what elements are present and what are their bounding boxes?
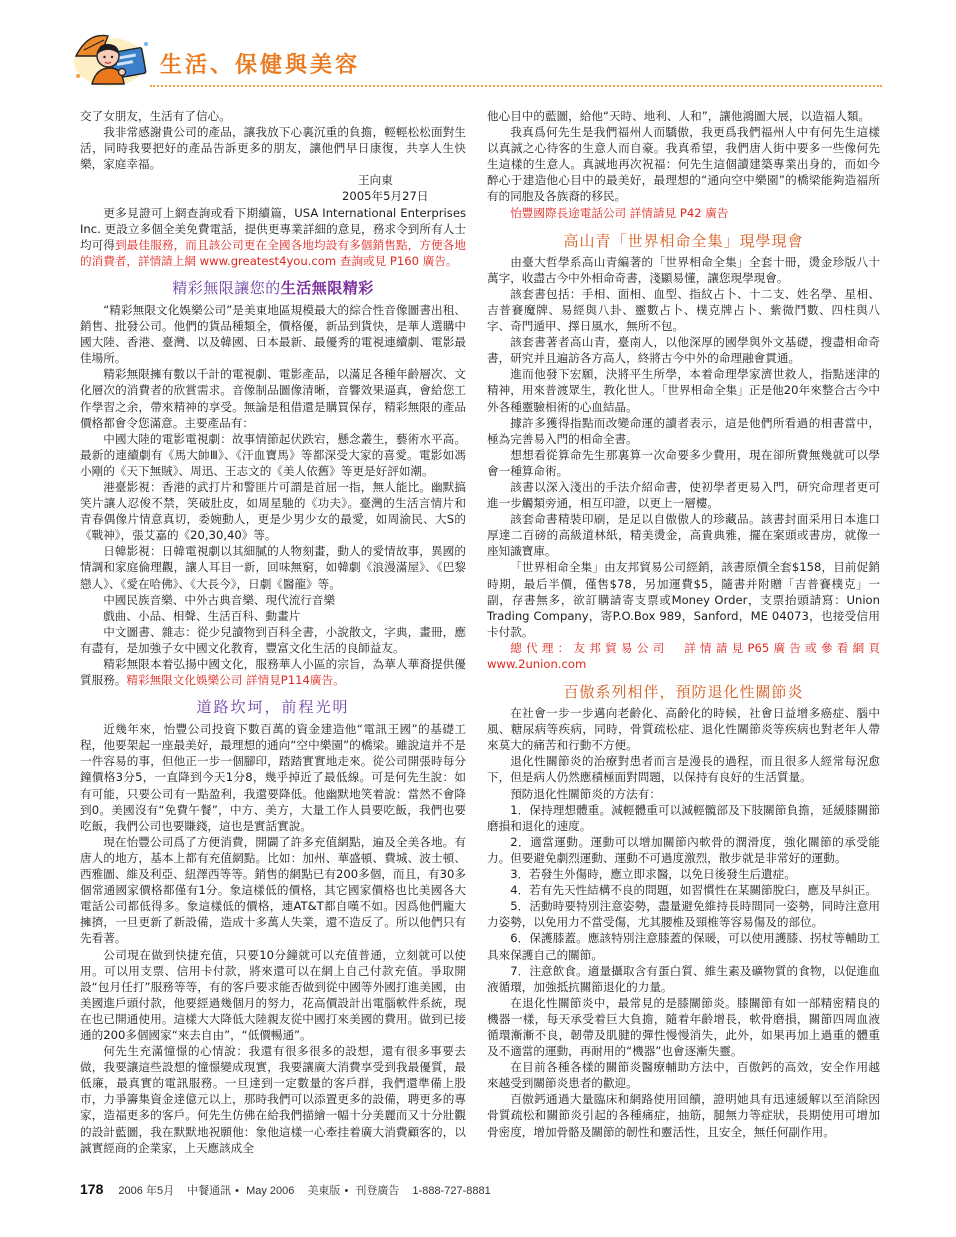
- article-4-paragraph-3: 預防退化性關節炎的方法有：: [510, 786, 661, 801]
- article-2-paragraph-2: 現在怡豐公司爲了方便消費，開闢了許多充值網點，遍及全美各地。有唐人的地方，基本上都有充值網點。比如：加州、華盛頓、費城、波士頓、西雅圖、維及利亞、紐澤西等等。銷售的網點已有200多個，而且，有30多個常通國家價格都僅有1分。象這樣低的價格，其它國家價格也比美國各大電話公司都低得多。象這樣低的價格，連AT&T都自嘆不如。因爲他們龐大擁擠，一旦更新了新設備，造成十多萬人失業，還不造反了。所以他們只有先看著。: [80, 834, 466, 946]
- article-3-ad: 總代理：友邦貿易公司 詳情請見P65廣告或參看網頁 www.2union.com: [487, 640, 884, 671]
- footer-date-en: May 2006: [246, 1185, 295, 1197]
- article-1-paragraph-2: 精彩無限擁有數以千計的電視劇、電影產品，以滿足各種年齡層次、文化層次的消費者的欣賞需求。音像制品圖像清晰，音響效果逼真，會給您工作學習之余，帶來精神的享受。無論是租借還是購買保存，精彩無限的產品價格都會令您滿意。主要產品有：: [80, 367, 466, 430]
- footer-bullet: [340, 1185, 352, 1197]
- article-2-paragraph-1: 近幾年來，怡豐公司投資下數百萬的資金建造他“電訊王國”的基礎工程，他要架起一座最美好，最理想的通向“空中樂園”的橋梁。雖說這并不是一件容易的事，但他正一步一個腳印，踏踏實實地走來。從公司開張時每分鐘價格3分5，一直降到今天1分8，幾乎掉近了最低線。可是何先生說：如有可能，只要公司有一點盈利，我還要降低。他幽默地笑着說：當然不會降到0。美國沒有“免費午餐”，中方、美方，大量工作人員要吃飯，我們也要吃飯，我們公司也要賺錢，這也是實話實說。: [80, 722, 466, 833]
- article-1-paragraph-5: 日韓影視：日韓電視劇以其細膩的人物刻畫，動人的愛情故事，異國的情調和家庭倫理觀，讓人耳目一新，回味無窮，如韓劇《浪漫滿屋》、《巴黎戀人》、《愛在哈佛》、《大長今》，日劇《醫龍》等。: [80, 544, 466, 591]
- right-column: [487, 108, 884, 1140]
- article-3-paragraph-1: 由臺大哲學系高山青編著的「世界相命全集」全套十冊，燙金珍版八十萬字，收盡古今中外相命奇書，淺顯易懂，讓您現學現會。: [487, 254, 880, 285]
- article-4-paragraph-1: 在社會一步一步邁向老齡化、高齡化的時候，社會日益增多癌症、腦中風、糖尿病等疾病，同時，骨質疏松症、退化性關節炎等疾病也對老年人帶來莫大的痛苦和行動不方便。: [487, 706, 880, 753]
- more-info-text: 更多見證可上網查詢或看下期續篇，USA International Enterprises Inc. 更設立多個全美免費電話，提供更專業詳細的意見，務求令到所有人士均可得: [80, 205, 466, 252]
- continued-ad: 怡豐國際長途電話公司 詳情請見 P42 廣告: [510, 205, 729, 220]
- page-number: 178: [80, 1181, 104, 1197]
- article-3-paragraph-7: 該書以深入淺出的手法介紹命書，使初學者更易入門，研究命理者更可進一步觸類旁通，相互印證，以更上一層樓。: [487, 479, 880, 511]
- article-4-paragraph-9: 6．保護膝蓋。應該特別注意膝蓋的保暖，可以使用護膝、拐杖等輔助工具來保護自己的關節。: [487, 931, 880, 962]
- article-1-paragraph-6: 中國民族音樂、中外古典音樂、現代流行音樂: [103, 592, 336, 607]
- footer-magazine: 中餐通訊: [187, 1185, 232, 1197]
- article-3-paragraph-5: 據許多獲得指點而改變命運的讀者表示，這是他們所看過的相書當中，極為完善易入門的相命全書。: [487, 415, 880, 446]
- footer-date-cn: 2006 年5月: [118, 1185, 175, 1197]
- article-1-paragraph-8: 中文圖書、雜志：從少兒讀物到百科全書，小說散文，字典，畫冊，應有盡有，是加強子女中國文化教育，豐富文化生活的良師益友。: [80, 624, 466, 655]
- article-2-paragraph-4: 何先生充滿憧憬的心情說：我還有很多很多的設想，還有很多事要去做，我要讓這些設想的憧憬變成現實，我要讓廣大消費享受到我最優質，最低廉，最真實的電訊服務。一旦達到一定數量的客戶群，我們還準備上股市，力爭籌集資金達億元以上，那時我們可以添置更多的設備，聘更多的專家，造福更多的客戶。何先生仿佛在給我們描繪一幅十分美麗而又十分壯觀的設計藍圖，我在默默地祝願他：象他這樣一心牽挂着廣大消費顧客的，以誠實經商的企業家，上天應該成全: [80, 1044, 466, 1155]
- header-dotted-rule: [150, 85, 882, 87]
- left-column: [80, 108, 466, 1156]
- article-4-paragraph-6: 3．若發生外傷時，應立即求醫，以免日後發生后遺症。: [510, 867, 796, 882]
- article-4-body: [487, 705, 880, 1140]
- continued-paragraph: 我真爲何先生是我們福州人而驕傲，我更爲我們福州人中有何先生這樣以真誠之心待客的生意人而自豪。我真希望，我們唐人街中要多一些像何先生這樣的生意人。真誠地再次祝福：何先生這個讀建築專業出身的，而如今醉心于建造他心目中的最美好，最理想的“通向空中樂園”的橋梁能夠造福所有的同胞及各族裔的移民。: [487, 125, 880, 204]
- more-info-paragraph: [80, 205, 466, 269]
- footer-edition: 美東版: [307, 1185, 341, 1197]
- article-4-paragraph-2: 退化性關節炎的治療對患者而言是漫長的過程，而且很多人經常每況愈下，但是病人仍然應積極面對問題，以保持有良好的生活質量。: [487, 754, 880, 785]
- article-4-paragraph-8: 5．活動時要特別注意姿勢，盡量避免維持長時間同一姿勢，同時注意用力姿勢，以免用力不當受傷，尤其腰椎及頸椎等容易傷及的部位。: [487, 899, 880, 930]
- article-1-closing-text: 精彩無限本着弘揚中國文化，服務華人小區的宗旨，為華人華裔提供優質服務。: [80, 657, 466, 688]
- continued-line: 交了女朋友，生活有了信心。: [80, 109, 231, 123]
- cartoon-person-icon: [66, 26, 154, 90]
- article-1-heading-bold: 生活無限精彩: [280, 278, 374, 297]
- article-3-paragraph-9: 「世界相命全集」由友邦貿易公司經銷，該書原價全套$158，目前促銷時期，最后半價，僅售$78，另加運費$5，隨書并附贈「吉普賽樸克」一副，存書無多，欲訂購請寄支票或Money Order，支票抬頭請寫：Union Trading Company，寄P.O.Box 989，Sanford，ME 04073，也接受信用卡付款。: [487, 560, 880, 639]
- continued-line: 他心目中的藍圖，給他“天時、地利、人和”，讓他鴻圖大展，以造福人類。: [487, 109, 871, 123]
- article-4-heading: 百傲系列相伴，預防退化性關節炎: [563, 683, 804, 702]
- testimonial-paragraph: 我非常感謝貴公司的產品，讓我放下心裏沉重的負擔，輕輕松松面對生活，同時我要把好的產品告訴更多的朋友，讓他們早日康復，共享人生快樂，家庭幸福。: [80, 125, 466, 172]
- article-4-paragraph-7: 4．若有先天性結構不良的問題，如習慣性在某關節脫臼，應及早糾正。: [510, 883, 877, 898]
- article-3-paragraph-2: 該套書包括：手相、面相、血型、指紋占卜、十二支、姓名學、星相、吉普賽魔牌、易經與八卦、靈數占卜、樸克牌占卜、紫微鬥數、四柱與八字、奇門遁甲、擇日風水，無所不包。: [487, 286, 880, 334]
- article-2-paragraph-3: 公司現在做到快捷充值，只要10分鐘就可以充值普通，立刻就可以使用。可以用支票、信用卡付款，將來還可以在網上自己付款充值。爭取開設“包月任打”服務等等，有的客戶要求能否做到從中國等外國打進美國，由美國進戶頭付款，他要經過幾個月的努力，花高價設計出電腦軟件系統，現在也已開通使用。這樣大大降低大陸親友從中國打來美國的費用。做到已接通的200多個國家“來去自由”，“低價暢通”。: [80, 947, 466, 1042]
- article-4-paragraph-11: 在退化性關節炎中，最常見的是膝關節炎。膝關節有如一部精密精良的機器一樣，每天承受着巨大負擔，隨着年齡增長，軟骨磨損，關節四周血液循環漸漸不良，韌帶及肌腱的彈性慢慢消失，此外，如果再加上過重的體重及不適當的運動，再耐用的“機器”也會逐漸失靈。: [487, 995, 880, 1059]
- footer-bullet: [231, 1185, 243, 1197]
- testimonial-date: 2005年5月27日: [342, 189, 429, 204]
- article-4-paragraph-12: 在目前各種各樣的關節炎醫療輔助方法中，百傲鈣的高效，安全作用越來越受到關節炎患者的歡迎。: [487, 1060, 880, 1091]
- article-4-paragraph-5: 2．適當運動。運動可以增加關節內軟骨的潤滑度，強化關節的承受能力。但要避免劇烈運動、運動不可過度激烈，散步就是非常好的運動。: [487, 834, 880, 865]
- article-2-body: [80, 721, 466, 1156]
- article-1-closing: [80, 656, 466, 688]
- article-4-paragraph-4: 1．保持理想體重。減輕體重可以減輕髖部及下肢關節負擔，延緩膝關節磨損和退化的速度。: [487, 802, 880, 833]
- footer-phone: 1-888-727-8881: [412, 1185, 491, 1197]
- article-1-body: [80, 302, 466, 656]
- article-3-paragraph-3: 該套書著者高山青，臺南人，以他深厚的國學與外文基礎，搜盡相命奇書，研究并且遍訪各方高人，終將古今中外的命理融會貫通。: [487, 335, 880, 366]
- article-4-paragraph-10: 7．注意飲食。適量攝取含有蛋白質、維生素及礦物質的食物，以促進血液循環，加強抵抗關節退化的力量。: [487, 963, 880, 994]
- testimonial-signature: 王向東: [358, 173, 393, 188]
- article-2-heading: 道路坎坷，前程光明: [196, 698, 350, 717]
- article-1-paragraph-3: 中國大陸的電影電視劇：故事情節起伏跌宕，懸念叢生，藝術水平高。最新的連續劇有《馬大帥Ⅲ》、《汗血寶馬》等都深受大家的喜愛。電影如馮小剛的《天下無賊》、周迅、王志文的《美人依舊》等更是好評如潮。: [80, 431, 466, 478]
- article-1-paragraph-1: “精彩無限文化娛樂公司”是美東地區規模最大的綜合性音像圖書出租、銷售、批發公司。他們的貨品種類全，價格優，新品到貨快，是華人選購中國大陸、香港、臺灣、以及韓國、日本最新、最優秀的電視連續劇、電影最佳場所。: [80, 302, 466, 366]
- article-1-heading: [80, 278, 466, 298]
- article-1-heading-plain: 精彩無限讓您的: [172, 278, 281, 297]
- article-3-paragraph-4: 進而他發下宏願，決將平生所學，本着命理學家濟世救人，指點迷津的精神，用來普渡眾生，教化世人。「世界相命全集」正是他20年來整合古今中外各種靈驗相術的心血結晶。: [487, 367, 880, 414]
- article-4-paragraph-13: 百傲鈣通過大量臨床和網路使用回饋，證明她具有迅速緩解以至消除因骨質疏松和關節炎引起的各種痛症，抽筋，腿無力等症狀，長期使用可增加骨密度，增加骨骼及關節的韌性和靈活性，且安全，無任何副作用。: [487, 1092, 880, 1139]
- article-3-paragraph-6: 想想看從算命先生那裏算一次命要多少費用，現在卻所費無幾就可以學會一種算命術。: [487, 447, 880, 478]
- section-title: 生活、保健與美容: [160, 53, 361, 78]
- more-info-ad: 到最佳服務，而且該公司更在全國各地均設有多個銷售點，方便各地的消費者，詳情請上網 www.greatest4you.com 查詢或見 P160 廣告。: [80, 237, 466, 268]
- article-3-body: [487, 254, 880, 640]
- footer-ad-label: 刊登廣告: [355, 1185, 400, 1197]
- article-3-heading: 高山青「世界相命全集」現學現會: [563, 231, 804, 250]
- article-1-paragraph-4: 港臺影視：香港的武打片和警匪片可謂是首屈一指，無人能比。幽默搞笑片讓人忍俊不禁，笑破肚皮，如周星馳的《功夫》。臺灣的生活言情片和青春偶像片情意真切，委婉動人，更是少男少女的最愛，如周渝民、大S的《戰神》，張艾嘉的《20,30,40》等。: [80, 479, 466, 543]
- article-1-closing-ad: 精彩無限文化娛樂公司 詳情見P114廣告。: [126, 673, 345, 688]
- article-1-paragraph-7: 戲曲、小品、相聲、生活百科、動畫片: [103, 608, 301, 623]
- page-footer: [80, 1180, 491, 1200]
- article-3-paragraph-8: 該套命書精裝印刷，是足以自傲傲人的珍藏品。該書封面采用日本進口厚達二百磅的高級道林紙，精美燙金，高貴典雅，擺在案頭或書房，就像一座知識寶庫。: [487, 512, 880, 559]
